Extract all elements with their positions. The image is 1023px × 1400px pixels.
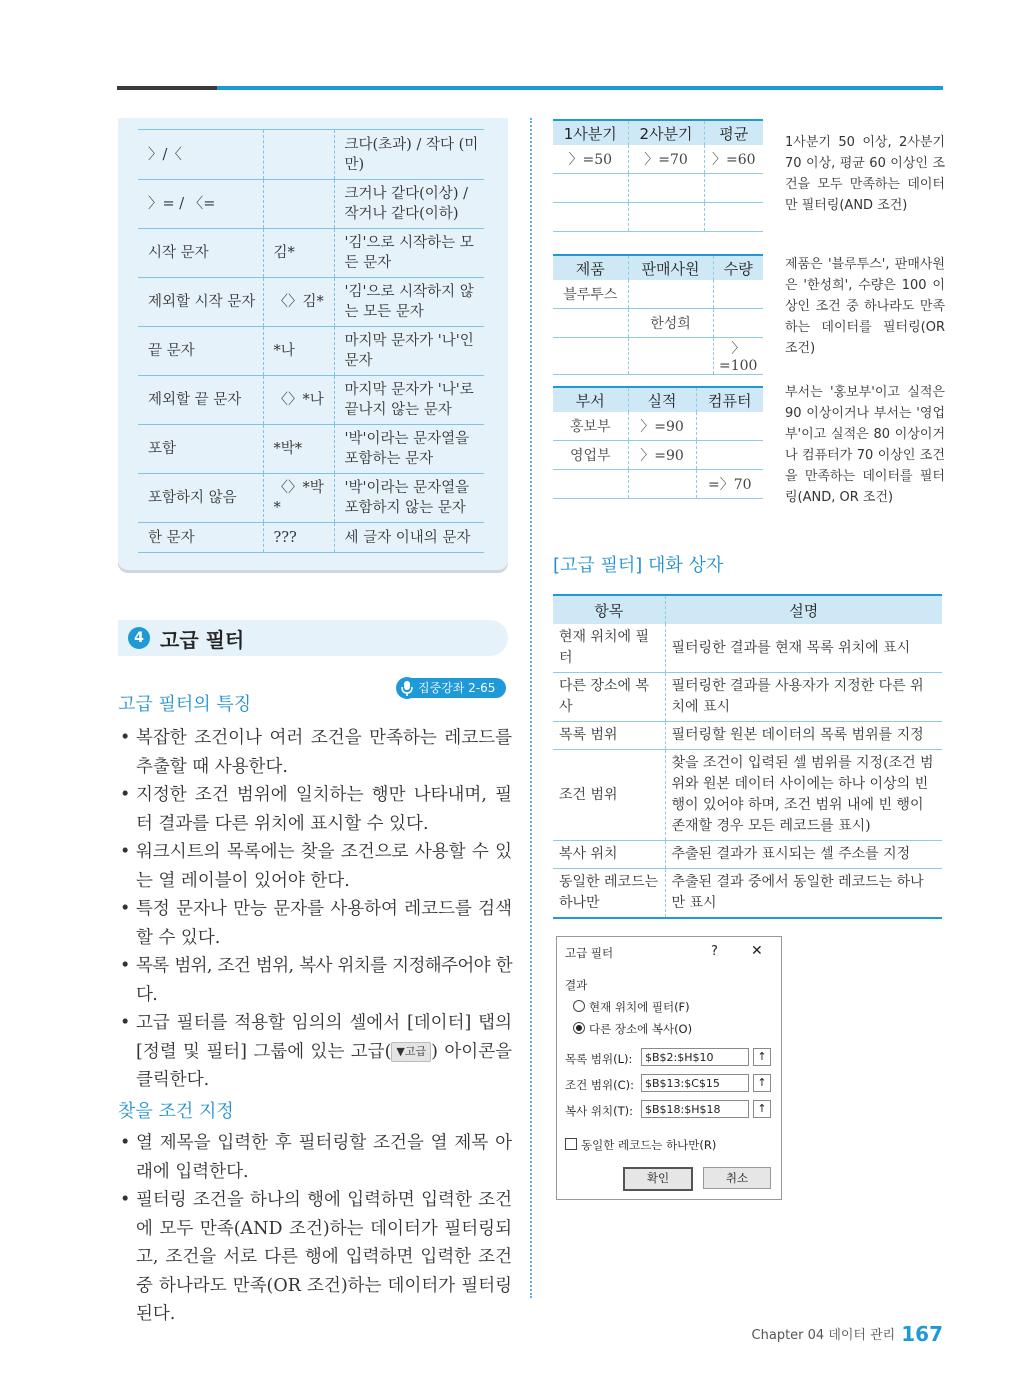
list-item: • 필터링 조건을 하나의 행에 입력하면 입력한 조건에 모두 만족(AND 조건)하는 데이터가 필터링되고, 조건을 서로 다른 행에 입력하면 입력한 조건 중 하나라도 만족(OR 조건)하는 데이터가 필터링된다. (118, 1186, 512, 1329)
list-item-text: ) 아이콘을 클릭한다. (136, 1041, 512, 1090)
wild-desc: 크거나 같다(이상) / 작거나 같다(이하) (334, 180, 484, 229)
crit-cell (628, 203, 704, 232)
desc-item: 조건 범위 (553, 750, 665, 841)
crit-header: 1사분기 (553, 120, 628, 145)
table-row (553, 869, 942, 919)
list-range-label: 목록 범위(L): (565, 1052, 633, 1066)
desc-text: 필터링한 결과를 현재 목록 위치에 표시 (665, 624, 942, 673)
table-row (138, 180, 484, 229)
checkbox-icon (565, 1138, 577, 1150)
wild-ex (263, 130, 334, 180)
crit-header: 평균 (704, 120, 763, 145)
column-separator (530, 118, 532, 1298)
list-item: • 목록 범위, 조건 범위, 복사 위치를 지정해주어야 한다. (118, 952, 512, 1009)
criteria-heading: 찾을 조건 지정 (118, 1101, 234, 1122)
desc-item: 다른 장소에 복사 (553, 673, 665, 722)
criteria-range-label: 조건 범위(C): (565, 1078, 634, 1092)
table-row (138, 327, 484, 376)
crit-cell: 〉=60 (704, 145, 763, 174)
lecture-badge-label: 집중강좌 2-65 (418, 681, 496, 695)
section-number: 4 (128, 627, 150, 649)
wild-op: 〉/〈 (138, 130, 263, 180)
radio-label: 다른 장소에 복사(O) (589, 1022, 693, 1036)
crit-header: 제품 (553, 255, 628, 280)
wild-ex: *나 (263, 327, 334, 376)
list-item: • 특정 문자나 만능 문자를 사용하여 레코드를 검색할 수 있다. (118, 895, 512, 952)
criteria-table-or (553, 254, 763, 375)
wild-op: 제외할 시작 문자 (138, 278, 263, 327)
list-item: • 지정한 조건 범위에 일치하는 행만 나타내며, 필터 결과를 다른 위치에 표시할 수 있다. (118, 781, 512, 838)
wild-op: 시작 문자 (138, 229, 263, 278)
lecture-badge[interactable] (398, 678, 506, 698)
table-row (553, 673, 942, 722)
crit-cell (696, 441, 763, 470)
unique-records-checkbox[interactable] (565, 1137, 716, 1153)
list-range-input[interactable]: $B$2:$H$10 (641, 1048, 749, 1066)
desc-text: 추출된 결과가 표시되는 셀 주소를 지정 (665, 841, 942, 869)
page-number: 167 (901, 1322, 943, 1346)
crit-cell (628, 280, 713, 309)
result-group-label: 결과 (565, 978, 588, 992)
criteria-note-and-or: 부서는 '홍보부'이고 실적은 90 이상이거나 부서는 '영업부'이고 실적은 80 이상이거나 컴퓨터가 70 이상인 조건을 만족하는 데이터를 필터링(AND, OR 조건) (785, 385, 945, 505)
filter-icon: ▼ (396, 1045, 405, 1058)
advanced-button-label: 고급 (404, 1045, 427, 1058)
desc-header: 항목 (553, 595, 665, 624)
help-icon[interactable]: ? (711, 944, 718, 959)
table-row (553, 624, 942, 673)
crit-header: 2사분기 (628, 120, 704, 145)
wild-op: 〉= / 〈= (138, 180, 263, 229)
crit-cell (713, 309, 763, 338)
top-rule-blue (217, 86, 943, 90)
crit-cell (628, 174, 704, 203)
crit-cell: 〉=70 (628, 145, 704, 174)
crit-cell (628, 338, 713, 375)
crit-cell (696, 412, 763, 441)
crit-cell: =〉70 (696, 470, 763, 499)
wild-desc: 마지막 문자가 '나'로 끝나지 않는 문자 (334, 376, 484, 425)
radio-selected-icon (573, 1022, 585, 1034)
table-row (553, 722, 942, 750)
crit-header: 수량 (713, 255, 763, 280)
radio-icon (573, 1000, 585, 1012)
crit-cell: 〉=100 (713, 338, 763, 375)
wild-desc: '박'이라는 문자열을 포함하지 않는 문자 (334, 474, 484, 523)
radio-copy-to-another[interactable] (573, 1021, 692, 1037)
radio-label: 현재 위치에 필터(F) (589, 1000, 690, 1014)
table-row (553, 750, 942, 841)
cancel-button[interactable]: 취소 (703, 1167, 771, 1189)
crit-header: 판매사원 (628, 255, 713, 280)
crit-cell (553, 470, 628, 499)
table-row (553, 841, 942, 869)
radio-filter-in-place[interactable] (573, 999, 690, 1015)
table-row (138, 425, 484, 474)
advanced-filter-dialog (556, 936, 782, 1200)
crit-cell: 〉=50 (553, 145, 628, 174)
page-footer (752, 1322, 943, 1346)
wild-desc: 크다(초과) / 작다 (미만) (334, 130, 484, 180)
copy-to-input[interactable]: $B$18:$H$18 (641, 1100, 749, 1118)
desc-text: 추출된 결과 중에서 동일한 레코드는 하나만 표시 (665, 869, 942, 919)
desc-header: 설명 (665, 595, 942, 624)
microphone-icon (396, 676, 418, 700)
crit-cell: 블루투스 (553, 280, 628, 309)
crit-cell: 한성희 (628, 309, 713, 338)
dialog-title: 고급 필터 (565, 946, 614, 960)
list-item: • 복잡한 조건이나 여러 조건을 만족하는 레코드를 추출할 때 사용한다. (118, 724, 512, 781)
table-row (138, 278, 484, 327)
wild-ex: 〈〉*박* (263, 474, 334, 523)
crit-cell: 〉=90 (628, 412, 696, 441)
top-rule-dark (117, 86, 217, 90)
features-list (118, 724, 512, 1095)
criteria-list (118, 1129, 512, 1329)
advanced-filter-button-image (391, 1042, 431, 1062)
wild-ex: ??? (263, 523, 334, 553)
collapse-arrow-icon[interactable]: ↑ (753, 1048, 771, 1066)
criteria-table-and-or (553, 386, 763, 499)
crit-cell: 〉=90 (628, 441, 696, 470)
wild-ex: 〈〉*나 (263, 376, 334, 425)
list-item: • 열 제목을 입력한 후 필터링할 조건을 열 제목 아래에 입력한다. (118, 1129, 512, 1186)
wild-op: 포함 (138, 425, 263, 474)
criteria-note-or: 제품은 '블루투스', 판매사원은 '한성희', 수량은 100 이상인 조건 중 하나라도 만족하는 데이터를 필터링(OR 조건) (785, 257, 945, 356)
crit-cell (553, 338, 628, 375)
desc-item: 복사 위치 (553, 841, 665, 869)
dialog-description-table (553, 594, 942, 919)
table-row (138, 474, 484, 523)
criteria-table-and (553, 119, 763, 232)
close-icon[interactable]: ✕ (751, 943, 763, 959)
features-heading: 고급 필터의 특징 (118, 694, 252, 715)
collapse-arrow-icon[interactable]: ↑ (753, 1100, 771, 1118)
wild-ex: 〈〉김* (263, 278, 334, 327)
wild-desc: 세 글자 이내의 문자 (334, 523, 484, 553)
wild-ex (263, 180, 334, 229)
crit-cell (628, 470, 696, 499)
wild-ex: *박* (263, 425, 334, 474)
wild-ex: 김* (263, 229, 334, 278)
wild-op: 한 문자 (138, 523, 263, 553)
desc-text: 필터링한 결과를 사용자가 지정한 다른 위치에 표시 (665, 673, 942, 722)
collapse-arrow-icon[interactable]: ↑ (753, 1074, 771, 1092)
criteria-note-and: 1사분기 50 이상, 2사분기 70 이상, 평균 60 이상인 조건을 모두 만족하는 데이터만 필터링(AND 조건) (785, 135, 945, 213)
desc-text: 필터링할 원본 데이터의 목록 범위를 지정 (665, 722, 942, 750)
crit-cell (713, 280, 763, 309)
wild-desc: '김'으로 시작하는 모든 문자 (334, 229, 484, 278)
desc-item: 목록 범위 (553, 722, 665, 750)
wild-desc: 마지막 문자가 '나'인 문자 (334, 327, 484, 376)
wild-op: 끝 문자 (138, 327, 263, 376)
criteria-range-input[interactable]: $B$13:$C$15 (641, 1074, 749, 1092)
list-item (118, 1009, 512, 1095)
section-title: 고급 필터 (160, 628, 245, 652)
wildcard-table (138, 129, 484, 553)
crit-cell (704, 203, 763, 232)
table-row (138, 130, 484, 180)
crit-header: 실적 (628, 387, 696, 412)
wild-desc: '박'이라는 문자열을 포함하는 문자 (334, 425, 484, 474)
copy-to-label: 복사 위치(T): (565, 1104, 633, 1118)
checkbox-label: 동일한 레코드는 하나만(R) (581, 1138, 717, 1152)
desc-item: 현재 위치에 필터 (553, 624, 665, 673)
wild-op: 포함하지 않음 (138, 474, 263, 523)
crit-cell (553, 174, 628, 203)
wild-op: 제외할 끝 문자 (138, 376, 263, 425)
list-item-text: 고급 필터를 적용할 임의의 셀에서 [데이터] 탭의 [정렬 및 필터] 그룹에 있는 고급( (136, 1013, 512, 1062)
crit-cell: 영업부 (553, 441, 628, 470)
dialog-section-heading: [고급 필터] 대화 상자 (553, 555, 724, 576)
crit-cell (553, 309, 628, 338)
crit-cell (553, 203, 628, 232)
crit-header: 부서 (553, 387, 628, 412)
crit-cell: 홍보부 (553, 412, 628, 441)
chapter-label: Chapter 04 데이터 관리 (751, 1328, 896, 1343)
crit-cell (704, 174, 763, 203)
wild-desc: '김'으로 시작하지 않는 모든 문자 (334, 278, 484, 327)
table-row (138, 229, 484, 278)
ok-button[interactable]: 확인 (623, 1167, 693, 1191)
desc-text: 찾을 조건이 입력된 셀 범위를 지정(조건 범위와 원본 데이터 사이에는 하나 이상의 빈 행이 있어야 하며, 조건 범위 내에 빈 행이 존재할 경우 모든 레코드를 표시) (665, 750, 942, 841)
desc-item: 동일한 레코드는 하나만 (553, 869, 665, 919)
table-row (138, 376, 484, 425)
crit-header: 컴퓨터 (696, 387, 763, 412)
table-row (138, 523, 484, 553)
list-item: • 워크시트의 목록에는 찾을 조건으로 사용할 수 있는 열 레이블이 있어야 한다. (118, 838, 512, 895)
